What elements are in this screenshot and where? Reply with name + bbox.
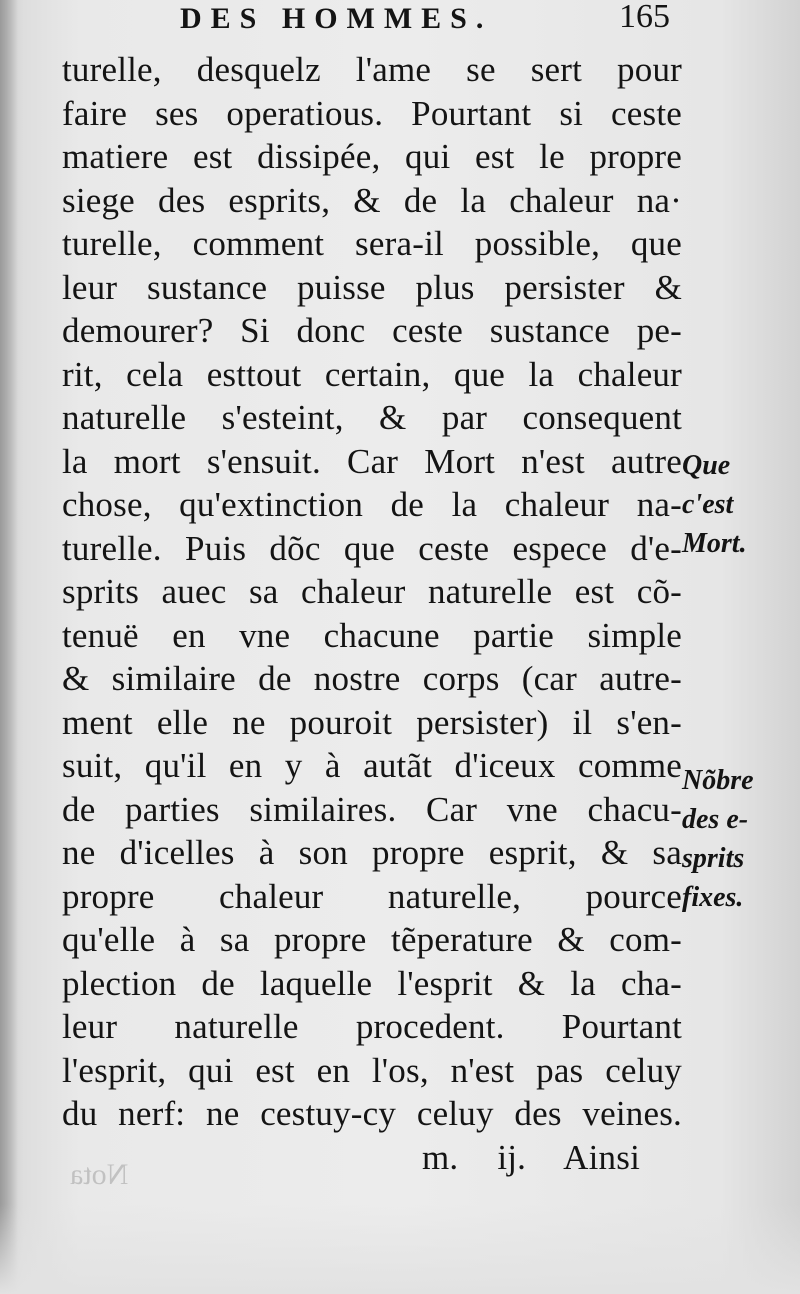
text-line: sprits auec sa chaleur naturelle est cõ- [62, 572, 682, 611]
marginal-note-death [682, 446, 747, 563]
text-line: l'esprit, qui est en l'os, n'est pas celuy [62, 1050, 682, 1090]
text-line: naturelle s'esteint, & par consequent [62, 398, 682, 437]
text-line: turelle. Puis dõc que ceste espece d'e- [62, 528, 682, 568]
page-footer [62, 1136, 682, 1180]
text-line: demourer? Si donc ceste sustance pe- [62, 311, 682, 350]
text-line: du nerf: ne cestuy-cy celuy des veines. [62, 1094, 682, 1133]
page-header [60, 0, 680, 40]
marginal-note-line: Que [682, 450, 731, 481]
page-number: 165 [619, 0, 670, 35]
text-line: faire ses operatious. Pourtant si ceste [62, 93, 682, 133]
text-line: ne d'icelles à son propre esprit, & sa [62, 833, 682, 872]
text-line: propre chaleur naturelle, pource [62, 876, 682, 916]
text-line: leur naturelle procedent. Pourtant [62, 1007, 682, 1046]
marginal-note-line: Mort. [682, 528, 747, 559]
marginal-note-line: fixes. [682, 882, 744, 913]
text-line: chose, qu'extinction de la chaleur na- [62, 485, 682, 524]
text-line: suit, qu'il en y à autãt d'iceux comme [62, 746, 682, 785]
text-line: matiere est dissipée, qui est le propre [62, 137, 682, 176]
text-line: rit, cela esttout certain, que la chaleur [62, 354, 682, 394]
binding-shadow [0, 0, 18, 1294]
text-line: la mort s'ensuit. Car Mort n'est autre [62, 441, 682, 481]
text-line: turelle, comment sera-il possible, que [62, 224, 682, 263]
marginal-note-line: sprits [682, 843, 745, 874]
text-line: ment elle ne pouroit persister) il s'en- [62, 702, 682, 742]
bleed-through-text: Nota [70, 1158, 129, 1191]
marginal-note-line: Nõbre [682, 765, 754, 796]
body-text [62, 48, 682, 1179]
text-line: tenuë en vne chacune partie simple [62, 615, 682, 655]
text-line: plection de laquelle l'esprit & la cha- [62, 963, 682, 1003]
marginal-note-line: des e- [682, 804, 749, 835]
marginal-note-line: c'est [682, 489, 734, 520]
text-line: de parties similaires. Car vne chacu- [62, 789, 682, 829]
text-line: & similaire de nostre corps (car autre- [62, 659, 682, 698]
text-line: turelle, desquelz l'ame se sert pour [62, 50, 682, 89]
marginal-note-spirits [682, 761, 754, 917]
running-head: DES HOMMES. [180, 2, 493, 35]
signature-mark: m. ij. [422, 1137, 527, 1177]
text-line: qu'elle à sa propre tẽperature & com- [62, 920, 682, 959]
text-line: siege des esprits, & de la chaleur na· [62, 180, 682, 220]
catchword: Ainsi [563, 1137, 641, 1177]
text-line: leur sustance puisse plus persister & [62, 267, 682, 307]
page-bottom-margin [0, 1204, 800, 1294]
